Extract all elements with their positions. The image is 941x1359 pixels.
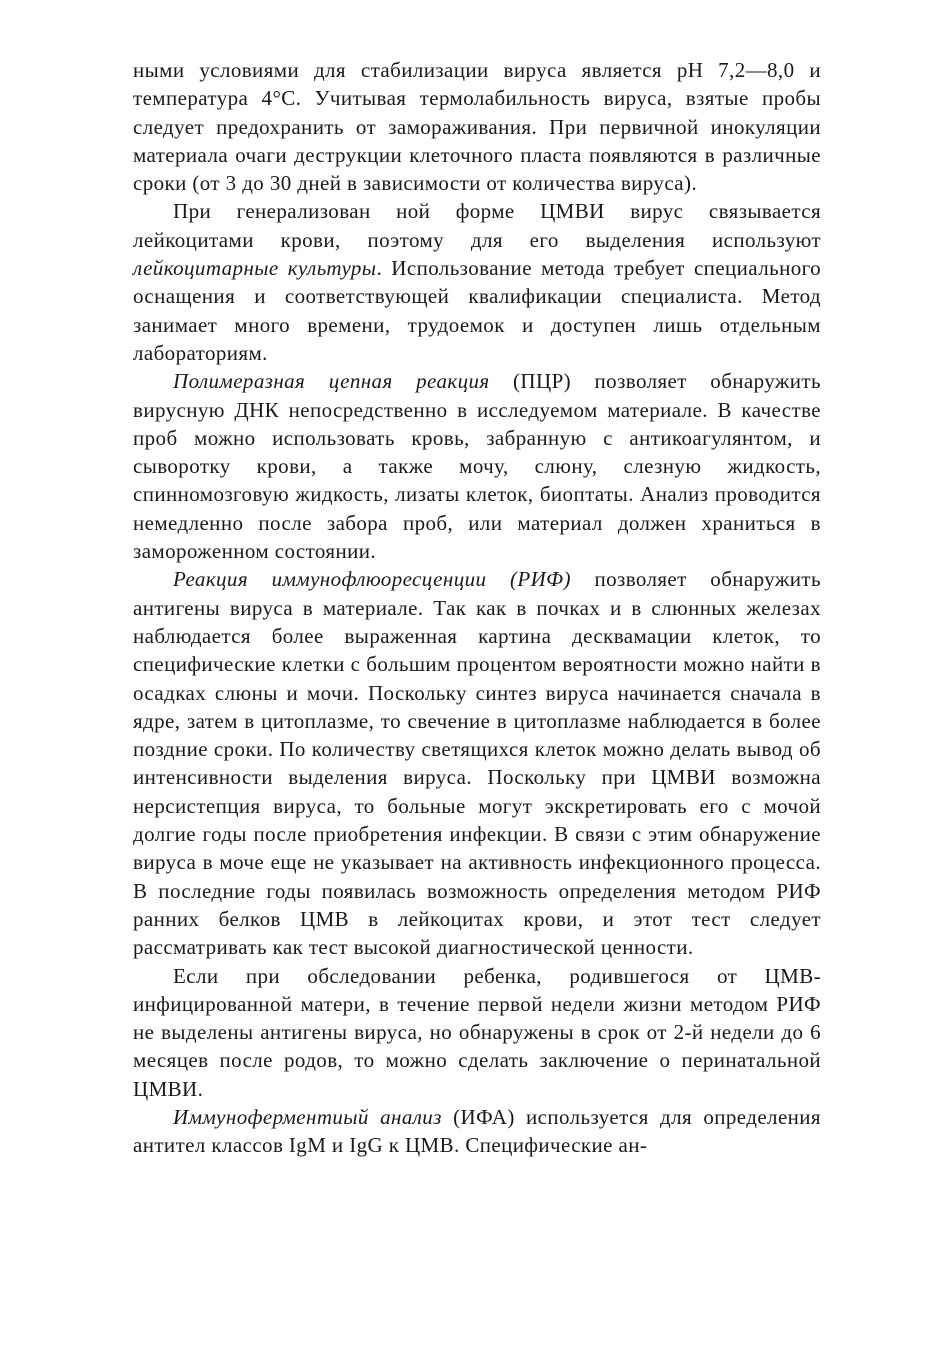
- document-page: [133, 56, 821, 1160]
- paragraph-1: [133, 56, 821, 197]
- emphasized-term: Полимеразная цепная реакция: [173, 369, 490, 394]
- paragraph-4: [133, 565, 821, 961]
- paragraph-text: При генерализован ной форме ЦМВИ вирус связывается лейкоцитами крови, поэтому для его выделения используют: [133, 199, 821, 252]
- paragraph-text: ными условиями для стабилизации вируса является pH 7,2—8,0 и температура 4°С. Учитывая термолабильность вируса, взятые пробы следует предохранить от замораживания. При первичной инокуляции материала очаги деструкции клеточного пласта появляются в различные сроки (от 3 до 30 дней в зависимости от количества вируса).: [133, 58, 821, 196]
- paragraph-6: [133, 1103, 821, 1160]
- emphasized-term: Реакция иммунофлюоресценции (РИФ): [173, 567, 571, 592]
- paragraph-2: [133, 197, 821, 367]
- paragraph-text: (ИФА) используется для определения антител классов IgM и IgG к ЦМВ. Специфические ан-: [133, 1104, 821, 1158]
- paragraph-text: Если при обследовании ребенка, родившегося от ЦМВ-инфицированной матери, в течение первой недели жизни методом РИФ не выделены антигены вируса, но обнаружены в срок от 2-й недели до 6 месяцев после родов, то можно сделать заключение о перинатальной ЦМВИ.: [133, 963, 821, 1101]
- paragraph-3: [133, 367, 821, 565]
- paragraph-5: [133, 962, 821, 1103]
- emphasized-term: Иммуноферментиый анализ: [173, 1104, 442, 1129]
- paragraph-text: позволяет обнаружить антигены вируса в материале. Так как в почках и в слюнных железах наблюдается более выраженная картина десквамации клеток, то специфические клетки с большим процентом вероятности можно найти в осадках слюны и мочи. Поскольку синтез вируса начинается сначала в ядре, затем в цитоплазме, то свечение в цитоплазме наблюдается в более поздние сроки. По количеству светящихся клеток можно делать вывод об интенсивности выделения вируса. Поскольку при ЦМВИ возможна нерсистепция вируса, то больные могут экскретировать его с мочой долгие годы после приобретения инфекции. В связи с этим обнаружение вируса в моче еще не указывает на активность инфекционного процесса. В последние годы появилась возможность определения методом РИФ ранних белков ЦМВ в лейкоцитах крови, и этот тест следует рассматривать как тест высокой диагностической ценности.: [133, 567, 821, 960]
- paragraph-text: (ПЦР) позволяет обнаружить вирусную ДНК непосредственно в исследуемом материале. В качестве проб можно использовать кровь, забранную с антикоагулянтом, и сыворотку крови, а также мочу, слюну, слезную жидкость, спинномозговую жидкость, лизаты клеток, биоптаты. Анализ проводится немедленно после забора проб, или материал должен храниться в замороженном состоянии.: [133, 369, 821, 564]
- emphasized-term: лейкоцитарные культуры: [133, 256, 377, 281]
- paragraph-text: . Использование метода требует специального оснащения и соответствующей квалификации специалиста. Метод занимает много времени, трудоемок и доступен лишь отдельным лабораториям.: [133, 256, 822, 365]
